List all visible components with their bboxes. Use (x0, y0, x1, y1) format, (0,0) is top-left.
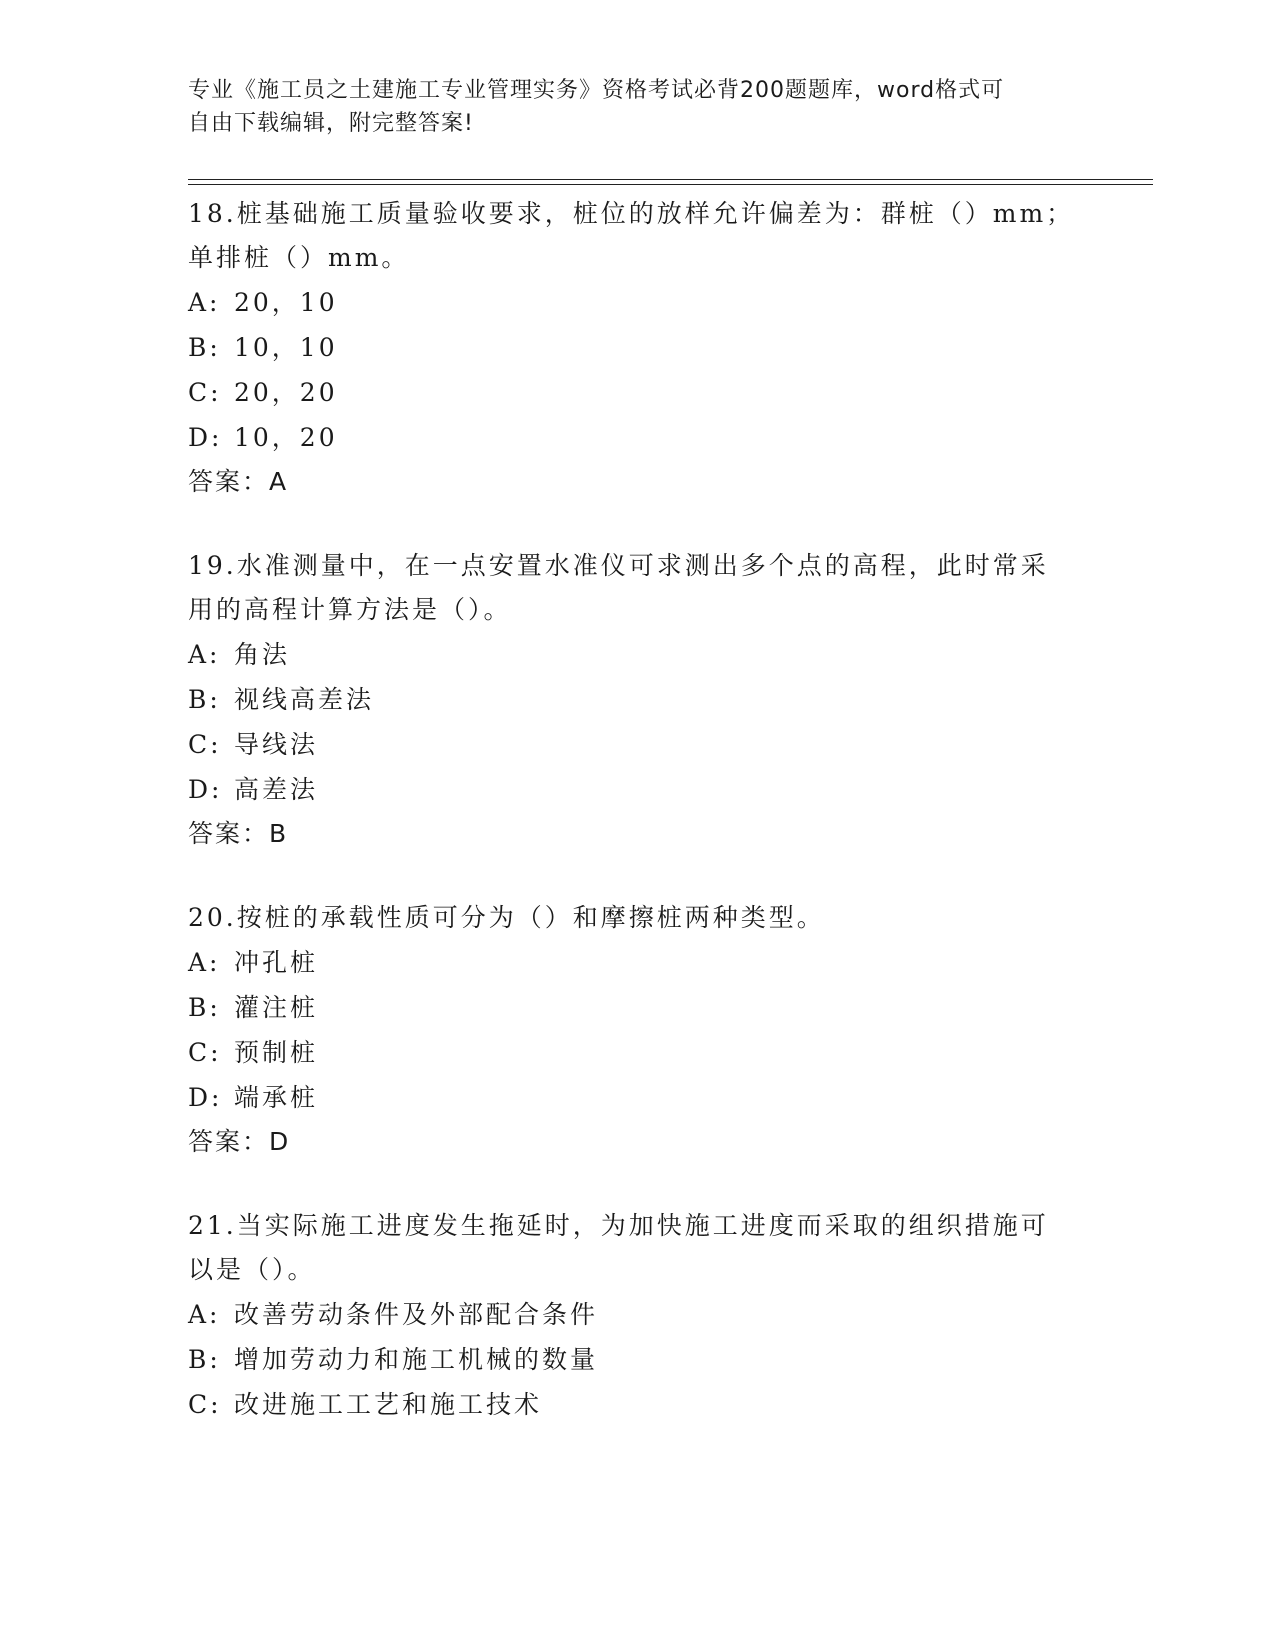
question-stem (188, 544, 1088, 632)
question-stem-line: 21.当实际施工进度发生拖延时，为加快施工进度而采取的组织措施可 (188, 1211, 1049, 1240)
option-text: 20，10 (234, 288, 338, 317)
header-line-2: 自由下载编辑，附完整答案! (188, 111, 474, 136)
question-stem-line: 以是（）。 (188, 1255, 316, 1284)
question-stem (188, 896, 1088, 940)
option-c (188, 1382, 1088, 1427)
option-letter: A: (188, 948, 221, 977)
option-a (188, 940, 1088, 985)
option-c (188, 370, 1088, 415)
option-text: 改进施工工艺和施工技术 (234, 1390, 543, 1419)
option-b (188, 325, 1088, 370)
option-text: 20，20 (234, 378, 338, 407)
option-text: 导线法 (234, 730, 319, 759)
option-text: 视线高差法 (234, 685, 375, 714)
question-stem-line: 19.水准测量中，在一点安置水准仪可求测出多个点的高程，此时常采 (188, 551, 1049, 580)
option-text: 冲孔桩 (234, 948, 319, 977)
question-19 (188, 544, 1088, 856)
option-text: 预制桩 (234, 1038, 319, 1067)
option-a (188, 280, 1088, 325)
option-letter: D: (188, 775, 223, 804)
option-d (188, 1075, 1088, 1120)
option-letter: A: (188, 288, 221, 317)
answer-text: 答案：B (188, 819, 289, 848)
option-letter: D: (188, 1083, 223, 1112)
option-c (188, 722, 1088, 767)
question-21 (188, 1204, 1088, 1427)
option-letter: B: (188, 993, 221, 1022)
option-letter: C: (188, 378, 222, 407)
question-stem (188, 192, 1088, 280)
header-line-1: 专业《施工员之土建施工专业管理实务》资格考试必背200题题库，word格式可 (188, 78, 1005, 103)
option-text: 10，10 (234, 333, 338, 362)
header-divider-top (188, 179, 1153, 180)
option-letter: D: (188, 423, 223, 452)
option-b (188, 985, 1088, 1030)
option-b (188, 677, 1088, 722)
option-text: 高差法 (234, 775, 319, 804)
option-letter: B: (188, 685, 221, 714)
option-d (188, 415, 1088, 460)
option-text: 10，20 (234, 423, 338, 452)
option-letter: A: (188, 1300, 221, 1329)
question-stem-line: 20.按桩的承载性质可分为（）和摩擦桩两种类型。 (188, 903, 825, 932)
document-header (188, 74, 1068, 140)
option-text: 灌注桩 (234, 993, 319, 1022)
question-stem-line: 18.桩基础施工质量验收要求，桩位的放样允许偏差为：群桩（）mm； (188, 199, 1075, 228)
option-letter: B: (188, 1345, 221, 1374)
option-a (188, 632, 1088, 677)
option-b (188, 1337, 1088, 1382)
answer-text: 答案：D (188, 1127, 291, 1156)
option-letter: C: (188, 730, 222, 759)
option-text: 端承桩 (234, 1083, 319, 1112)
option-letter: B: (188, 333, 221, 362)
option-letter: C: (188, 1390, 222, 1419)
answer-text: 答案：A (188, 467, 289, 496)
question-stem-line: 单排桩（）mm。 (188, 243, 410, 272)
option-text: 增加劳动力和施工机械的数量 (234, 1345, 599, 1374)
option-d (188, 767, 1088, 812)
option-letter: A: (188, 640, 221, 669)
option-a (188, 1292, 1088, 1337)
question-18 (188, 192, 1088, 504)
option-letter: C: (188, 1038, 222, 1067)
question-stem (188, 1204, 1088, 1292)
option-text: 改善劳动条件及外部配合条件 (234, 1300, 599, 1329)
option-c (188, 1030, 1088, 1075)
question-list (188, 192, 1088, 1467)
header-divider-bottom (188, 184, 1153, 185)
question-stem-line: 用的高程计算方法是（）。 (188, 595, 512, 624)
option-text: 角法 (234, 640, 291, 669)
question-20 (188, 896, 1088, 1164)
